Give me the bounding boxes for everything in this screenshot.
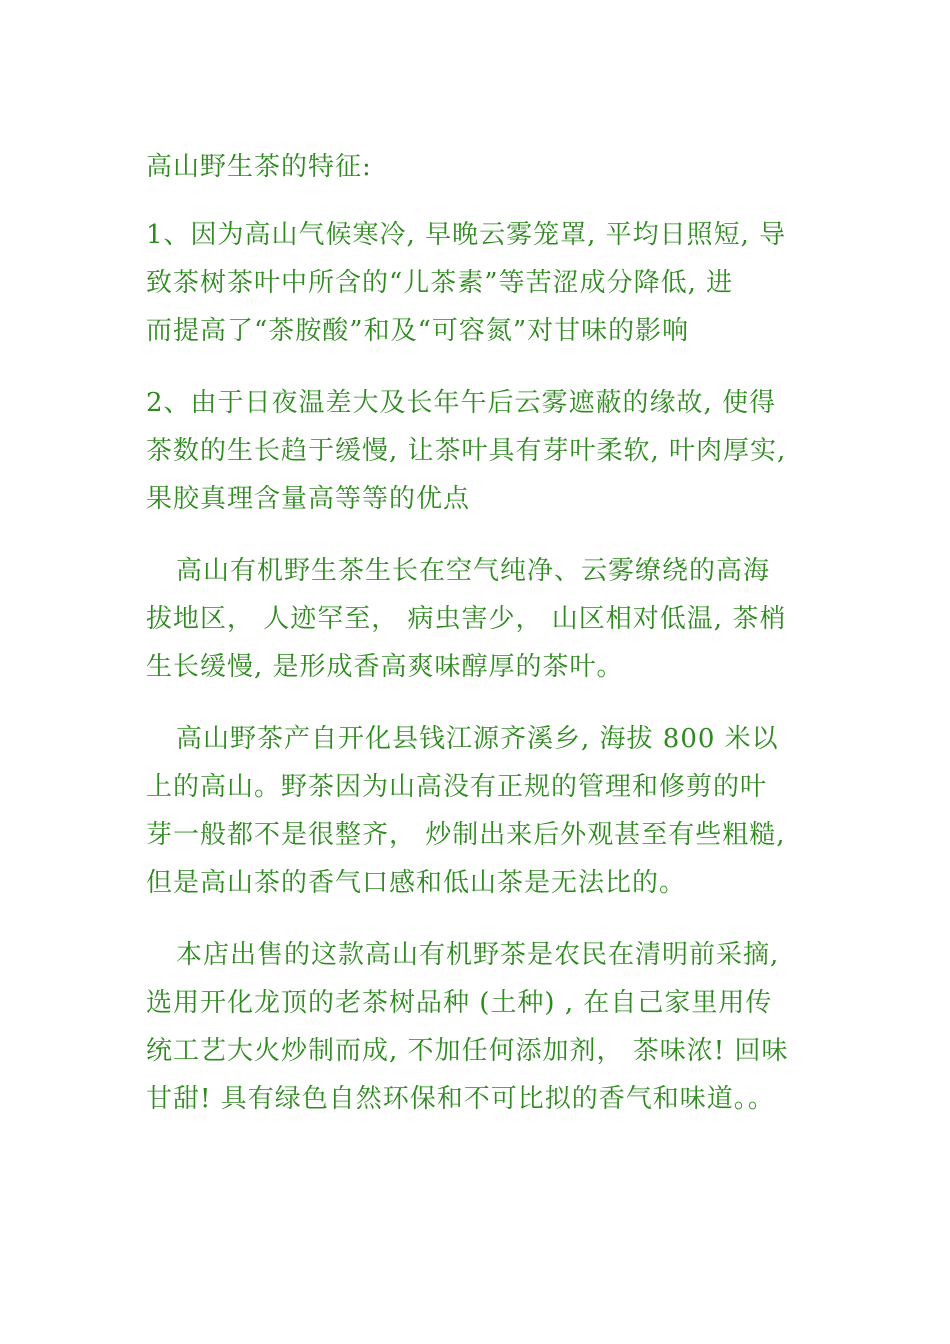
- paragraph-origin-line-3: 芽一般都不是很整齐， 炒制出来后外观甚至有些粗糙,: [146, 820, 786, 850]
- paragraph-origin-line-1: 高山野茶产自开化县钱江源齐溪乡, 海拔 800 米以: [176, 724, 779, 754]
- point-2-line-3: 果胶真理含量高等等的优点: [146, 484, 471, 514]
- paragraph-environment-line-3: 生长缓慢, 是形成香高爽味醇厚的茶叶。: [146, 652, 624, 682]
- point-2-line-1: 2、由于日夜温差大及长年午后云雾遮蔽的缘故, 使得: [146, 388, 777, 418]
- paragraph-environment: [146, 547, 808, 691]
- point-2: [146, 379, 808, 523]
- point-2-line-2: 茶数的生长趋于缓慢, 让茶叶具有芽叶柔软, 叶肉厚实,: [146, 436, 787, 466]
- paragraph-origin: [146, 715, 808, 907]
- point-1-line-2: 致茶树茶叶中所含的“儿茶素”等苦涩成分降低, 进: [146, 268, 734, 298]
- paragraph-origin-line-4: 但是高山茶的香气口感和低山茶是无法比的。: [146, 868, 687, 898]
- paragraph-product-line-1: 本店出售的这款高山有机野茶是农民在清明前采摘,: [176, 940, 780, 970]
- paragraph-origin-line-2: 上的高山。野茶因为山高没有正规的管理和修剪的叶: [146, 772, 768, 802]
- paragraph-product-line-4: 甘甜! 具有绿色自然环保和不可比拟的香气和味道。。: [146, 1084, 775, 1114]
- point-1-line-1: 1、因为高山气候寒冷, 早晚云雾笼罩, 平均日照短, 导: [146, 220, 787, 250]
- paragraph-product: [146, 931, 808, 1123]
- heading-title: 高山野生茶的特征:: [146, 152, 372, 182]
- paragraph-environment-line-2: 拔地区， 人迹罕至， 病虫害少， 山区相对低温, 茶梢: [146, 604, 787, 634]
- point-1-line-3: 而提高了“茶胺酸”和及“可容氮”对甘味的影响: [146, 316, 690, 346]
- point-1: [146, 211, 808, 355]
- paragraph-environment-line-1: 高山有机野生茶生长在空气纯净、云雾缭绕的高海: [176, 556, 771, 586]
- paragraph-product-line-2: 选用开化龙顶的老茶树品种 (土种) , 在自己家里用传: [146, 988, 773, 1018]
- document-body: [146, 143, 808, 1147]
- paragraph-product-line-3: 统工艺大火炒制而成, 不加任何添加剂， 茶味浓! 回味: [146, 1036, 789, 1066]
